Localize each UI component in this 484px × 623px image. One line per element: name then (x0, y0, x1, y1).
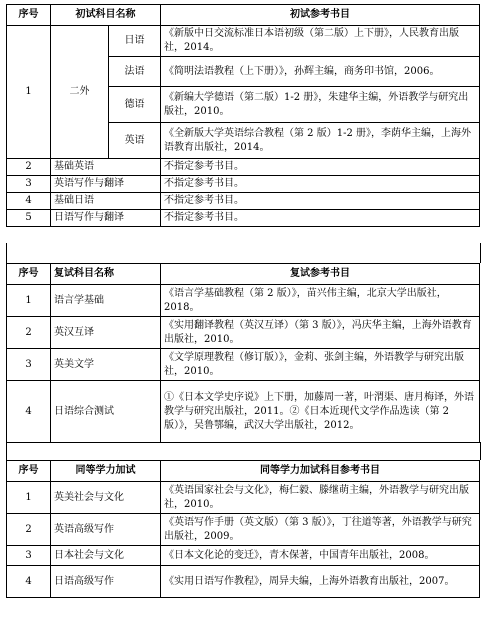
table-row (7, 26, 480, 57)
subject-cell: 基础英语 (51, 159, 161, 176)
reference-cell: 《语言学基础教程（第 2 版）》，苗兴伟主编，北京大学出版社，2018。 (161, 285, 480, 317)
equivalent-header-row (7, 461, 480, 482)
refs-header: 复试参考书目 (161, 264, 480, 285)
subject-cell: 日语综合测试 (51, 381, 161, 443)
seq-header: 序号 (7, 264, 51, 285)
seq-cell: 5 (7, 210, 51, 227)
reference-cell: 《全新版大学英语综合教程（第 2 版）1-2 册》，李荫华主编，上海外语教育出版社，2014。 (161, 123, 480, 159)
refs-header: 初试参考书目 (161, 5, 480, 26)
reference-cell: 不指定参考书目。 (161, 159, 480, 176)
seq-cell: 3 (7, 546, 51, 566)
initial-header-row (7, 5, 480, 26)
table-row (7, 285, 480, 317)
refs-header: 同等学力加试科目参考书目 (161, 461, 480, 482)
reference-cell: 《新版中日交流标准日本语初级（第二版）上下册》，人民教育出版社，2014。 (161, 26, 480, 57)
language-cell: 日语 (109, 26, 161, 57)
reference-cell: 《新编大学德语（第二版）1-2 册》，朱建华主编，外语教学与研究出版社，2010。 (161, 87, 480, 123)
table-row (7, 317, 480, 349)
table-row (7, 159, 480, 176)
seq-cell: 1 (7, 26, 51, 159)
subject-cell: 日本社会与文化 (51, 546, 161, 566)
reference-cell: 《文学原理教程（修订版）》，金莉、张剑主编，外语教学与研究出版社，2010。 (161, 349, 480, 381)
reference-cell: 《日本文化论的变迁》，青木保著，中国青年出版社，2008。 (161, 546, 480, 566)
table-row (7, 514, 480, 546)
equivalent-exam-table (6, 460, 480, 598)
retest-header-row (7, 264, 480, 285)
subject-header: 复试科目名称 (51, 264, 161, 285)
table-row (7, 176, 480, 193)
seq-cell: 3 (7, 176, 51, 193)
seq-cell: 2 (7, 514, 51, 546)
subject-cell: 英美社会与文化 (51, 482, 161, 514)
language-cell: 德语 (109, 87, 161, 123)
reference-cell: 《实用日语写作教程》，周异夫编，上海外语教育出版社，2007。 (161, 566, 480, 598)
table-row (7, 193, 480, 210)
table-gap (6, 243, 481, 263)
reference-cell: 《实用翻译教程（英汉互译）（第 3 版）》，冯庆华主编，上海外语教育出版社，2010。 (161, 317, 480, 349)
table-row (7, 546, 480, 566)
reference-cell: 不指定参考书目。 (161, 210, 480, 227)
seq-header: 序号 (7, 5, 51, 26)
table-row (7, 566, 480, 598)
reference-cell: 不指定参考书目。 (161, 176, 480, 193)
subject-header: 初试科目名称 (51, 5, 161, 26)
subject-cell: 基础日语 (51, 193, 161, 210)
subject-cell: 英语写作与翻译 (51, 176, 161, 193)
table-row (7, 349, 480, 381)
seq-cell: 1 (7, 482, 51, 514)
subject-cell: 日语写作与翻译 (51, 210, 161, 227)
retest-table (6, 263, 480, 443)
subject-cell: 英语高级写作 (51, 514, 161, 546)
seq-cell: 3 (7, 349, 51, 381)
subject-cell: 日语高级写作 (51, 566, 161, 598)
seq-cell: 2 (7, 317, 51, 349)
reference-cell: 不指定参考书目。 (161, 193, 480, 210)
table-row (7, 210, 480, 227)
reference-cell: ①《日本文学史序说》上下册，加藤周一著，叶渭渠、唐月梅译，外语教学与研究出版社，2011。②《日本近现代文学作品选读（第 2 版）》，吴鲁鄂编，武汉大学出版社，2012。 (161, 381, 480, 443)
seq-cell: 4 (7, 381, 51, 443)
subject-header: 同等学力加试 (51, 461, 161, 482)
subject-cell: 语言学基础 (51, 285, 161, 317)
language-cell: 英语 (109, 123, 161, 159)
subject-cell: 英美文学 (51, 349, 161, 381)
seq-cell: 4 (7, 566, 51, 598)
initial-exam-table (6, 4, 480, 227)
seq-cell: 1 (7, 285, 51, 317)
subject-cell: 二外 (51, 26, 109, 159)
seq-cell: 2 (7, 159, 51, 176)
table-gap (6, 442, 481, 460)
table-row (7, 381, 480, 443)
reference-cell: 《简明法语教程（上下册）》，孙辉主编，商务印书馆，2006。 (161, 57, 480, 87)
subject-cell: 英汉互译 (51, 317, 161, 349)
language-cell: 法语 (109, 57, 161, 87)
reference-cell: 《英语国家社会与文化》，梅仁毅、滕继萌主编，外语教学与研究出版社，2010。 (161, 482, 480, 514)
seq-cell: 4 (7, 193, 51, 210)
table-row (7, 482, 480, 514)
reference-cell: 《英语写作手册（英文版）（第 3 版）》，丁往道等著，外语教学与研究出版社，2009。 (161, 514, 480, 546)
seq-header: 序号 (7, 461, 51, 482)
